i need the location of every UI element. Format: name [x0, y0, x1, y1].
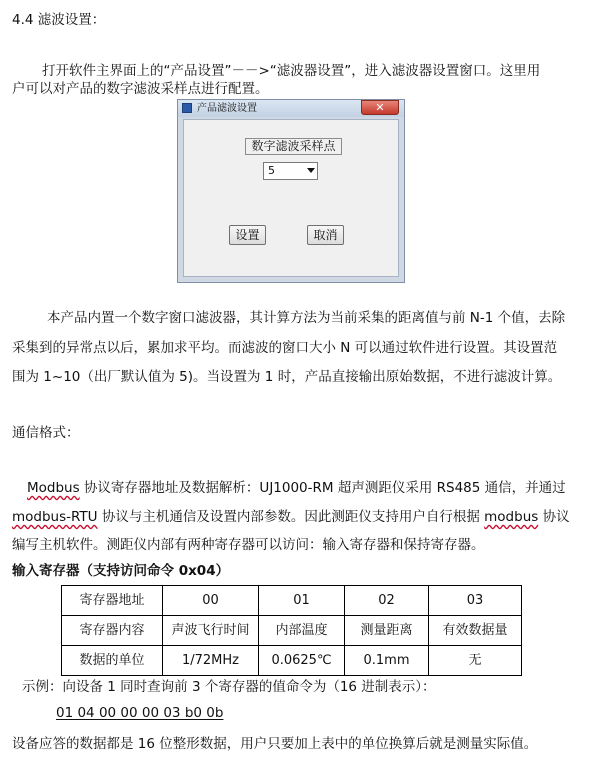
app-icon	[182, 103, 192, 113]
table-row	[62, 586, 522, 616]
input-register-title: 输入寄存器（支持访问命令 0x04）	[12, 563, 230, 579]
modbus-rtu-word: modbus-RTU	[12, 509, 98, 525]
sample-points-value: 5	[268, 164, 275, 177]
dialog-client-area	[183, 119, 399, 277]
filter-settings-dialog	[177, 99, 405, 283]
intro-line-1: 打开软件主界面上的“产品设置”－－>“滤波器设置”，进入滤波器设置窗口。这里用	[42, 63, 541, 79]
comm-format-title: 通信格式：	[12, 425, 80, 441]
modbus-word-2: modbus	[484, 509, 539, 525]
table-cell: 有效数据量	[429, 616, 522, 646]
table-row	[62, 616, 522, 646]
close-button[interactable]	[361, 100, 399, 115]
modbus-line-1	[27, 478, 566, 498]
table-cell: 03	[429, 586, 522, 616]
table-cell: 1/72MHz	[163, 646, 259, 676]
filter-desc-line-1: 本产品内置一个数字窗口滤波器，其计算方法为当前采集的距离值与前 N-1 个值，去除	[47, 310, 566, 326]
table-cell: 无	[429, 646, 522, 676]
chevron-down-icon	[307, 168, 315, 173]
modbus-line-2-end: 协议	[538, 509, 570, 525]
table-cell: 寄存器内容	[62, 616, 163, 646]
table-cell: 00	[163, 586, 259, 616]
modbus-line-2	[12, 507, 570, 527]
intro-line-2: 户可以对产品的数字滤波采样点进行配置。	[12, 81, 269, 97]
dialog-titlebar	[178, 100, 404, 117]
close-icon: ✕	[375, 101, 385, 114]
section-title: 4.4 滤波设置：	[12, 12, 106, 28]
table-cell: 声波飞行时间	[163, 616, 259, 646]
table-cell: 01	[259, 586, 345, 616]
table-cell: 0.1mm	[345, 646, 429, 676]
filter-desc-line-2: 采集到的异常点以后，累加求平均。而滤波的窗口大小 N 可以通过软件进行设置。其设置范	[12, 340, 558, 356]
table-cell: 内部温度	[259, 616, 345, 646]
modbus-line-2-text: 协议与主机通信及设置内部参数。因此测距仪支持用户自行根据	[97, 509, 485, 525]
modbus-line-1-text: 协议寄存器地址及数据解析：UJ1000-RM 超声测距仪采用 RS485 通信，并通过	[79, 480, 566, 496]
filter-desc-line-3: 围为 1~10（出厂默认值为 5)。当设置为 1 时，产品直接输出原始数据，不进行滤波计算。	[12, 369, 562, 385]
example-command: 01 04 00 00 00 03 b0 0b	[56, 705, 224, 721]
set-button[interactable]: 设置	[229, 225, 266, 245]
sample-points-label: 数字滤波采样点	[245, 138, 342, 155]
modbus-word: Modbus	[27, 480, 80, 496]
cancel-button[interactable]: 取消	[307, 225, 344, 245]
table-cell: 0.0625℃	[259, 646, 345, 676]
register-table	[61, 585, 522, 676]
example-line: 示例：向设备 1 同时查询前 3 个寄存器的值命令为（16 进制表示）：	[22, 679, 436, 695]
sample-points-select[interactable]	[263, 162, 318, 180]
table-cell: 02	[345, 586, 429, 616]
table-cell: 测量距离	[345, 616, 429, 646]
dialog-title: 产品滤波设置	[197, 103, 257, 114]
modbus-line-3: 编写主机软件。测距仪内部有两种寄存器可以访问：输入寄存器和保持寄存器。	[12, 537, 485, 553]
table-cell: 寄存器地址	[62, 586, 163, 616]
footer-note: 设备应答的数据都是 16 位整形数据，用户只要加上表中的单位换算后就是测量实际值。	[12, 736, 538, 752]
table-cell: 数据的单位	[62, 646, 163, 676]
table-row	[62, 646, 522, 676]
